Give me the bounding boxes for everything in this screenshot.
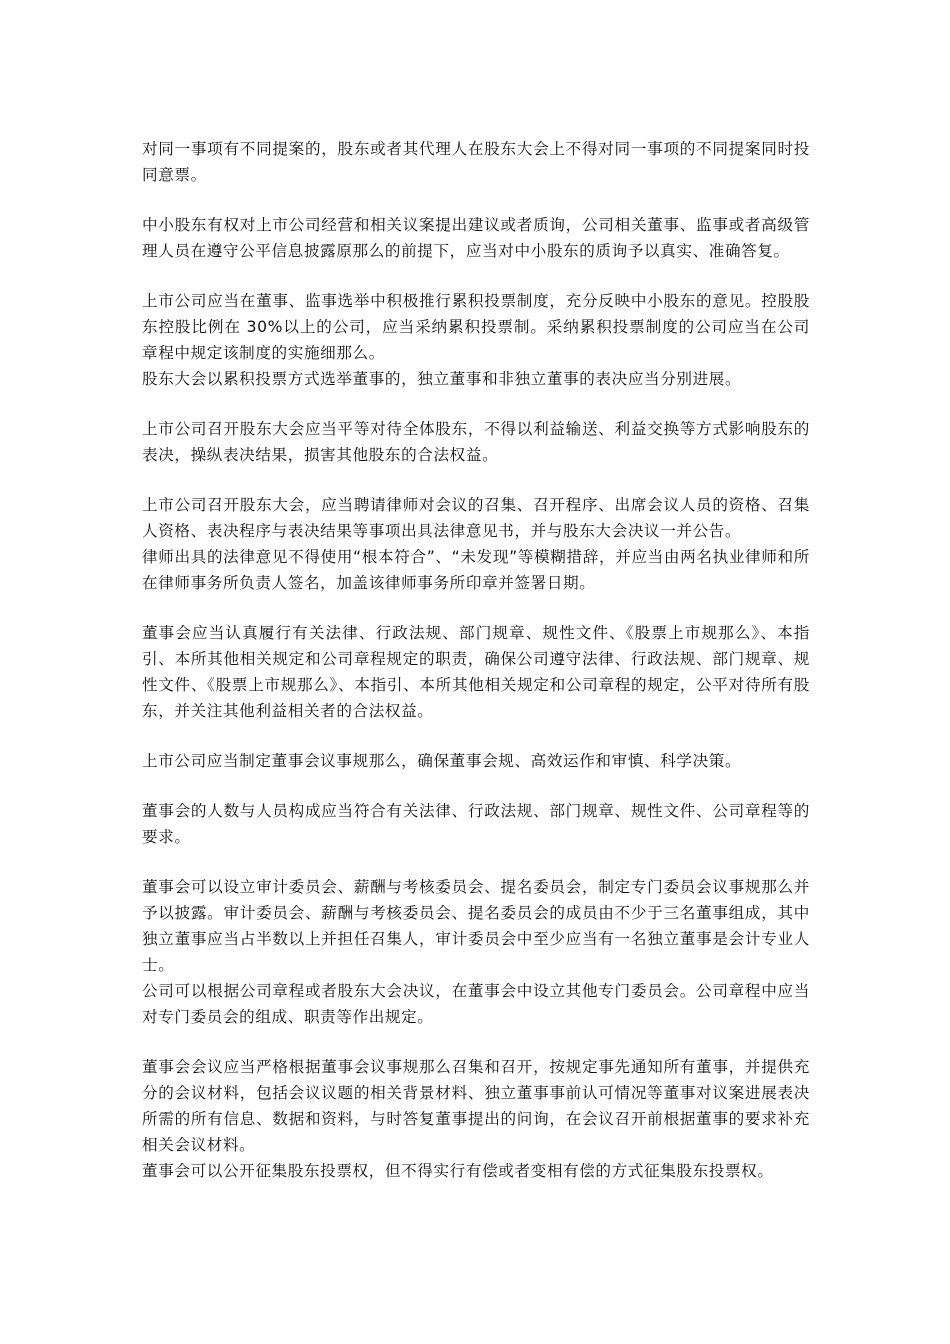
paragraph-block <box>142 492 810 596</box>
paragraph: 董事会可以公开征集股东投票权，但不得实行有偿或者变相有偿的方式征集股东投票权。 <box>142 1162 774 1180</box>
paragraph: 董事会的人数与人员构成应当符合有关法律、行政法规、部门规章、规性文件、公司章程等的要求。 <box>142 802 810 846</box>
paragraph-block <box>142 1054 810 1184</box>
paragraph-block <box>142 874 810 1030</box>
paragraph-block <box>142 212 810 264</box>
paragraph: 上市公司召开股东大会应当平等对待全体股东，不得以利益输送、利益交换等方式影响股东的表决，操纵表决结果，损害其他股东的合法权益。 <box>142 420 810 464</box>
paragraph: 上市公司应当在董事、监事选举中积极推行累积投票制度，充分反映中小股东的意见。控股股东控股比例在 30%以上的公司，应当采纳累积投票制。采纳累积投票制度的公司应当在公司章程中规定该制度的实施细那么。 <box>142 292 810 362</box>
paragraph: 董事会会议应当严格根据董事会议事规那么召集和召开，按规定事先通知所有董事，并提供充分的会议材料，包括会议议题的相关背景材料、独立董事事前认可情况等董事对议案进展表决所需的所有信息、数据和资料，与时答复董事提出的问询，在会议召开前根据董事的要求补充相关会议材料。 <box>142 1058 810 1154</box>
paragraph-block <box>142 288 810 392</box>
paragraph-block <box>142 798 810 850</box>
document-page <box>142 136 810 1208</box>
paragraph: 公司可以根据公司章程或者股东大会决议，在董事会中设立其他专门委员会。公司章程中应当对专门委员会的组成、职责等作出规定。 <box>142 982 810 1026</box>
paragraph: 上市公司应当制定董事会议事规那么，确保董事会规、高效运作和审慎、科学决策。 <box>142 752 742 770</box>
paragraph-block <box>142 416 810 468</box>
paragraph-block <box>142 620 810 724</box>
paragraph: 董事会可以设立审计委员会、薪酬与考核委员会、提名委员会，制定专门委员会议事规那么并予以披露。审计委员会、薪酬与考核委员会、提名委员会的成员由不少于三名董事组成，其中独立董事应当占半数以上并担任召集人，审计委员会中至少应当有一名独立董事是会计专业人士。 <box>142 878 810 974</box>
paragraph: 中小股东有权对上市公司经营和相关议案提出建议或者质询，公司相关董事、监事或者高级管理人员在遵守公平信息披露原那么的前提下，应当对中小股东的质询予以真实、准确答复。 <box>142 216 810 260</box>
paragraph: 董事会应当认真履行有关法律、行政法规、部门规章、规性文件、《股票上市规那么》、本指引、本所其他相关规定和公司章程规定的职责，确保公司遵守法律、行政法规、部门规章、规性文件、《股票上市规那么》、本指引、本所其他相关规定和公司章程的规定，公平对待所有股东，并关注其他利益相关者的合法权益。 <box>142 624 810 720</box>
paragraph: 对同一事项有不同提案的，股东或者其代理人在股东大会上不得对同一事项的不同提案同时投同意票。 <box>142 140 810 184</box>
paragraph-block <box>142 136 810 188</box>
paragraph: 股东大会以累积投票方式选举董事的，独立董事和非独立董事的表决应当分别进展。 <box>142 370 742 388</box>
paragraph: 律师出具的法律意见不得使用“根本符合”、“未发现”等模糊措辞，并应当由两名执业律师和所在律师事务所负责人签名，加盖该律师事务所印章并签署日期。 <box>142 548 810 592</box>
paragraph: 上市公司召开股东大会，应当聘请律师对会议的召集、召开程序、出席会议人员的资格、召集人资格、表决程序与表决结果等事项出具法律意见书，并与股东大会决议一并公告。 <box>142 496 810 540</box>
paragraph-block <box>142 748 810 774</box>
